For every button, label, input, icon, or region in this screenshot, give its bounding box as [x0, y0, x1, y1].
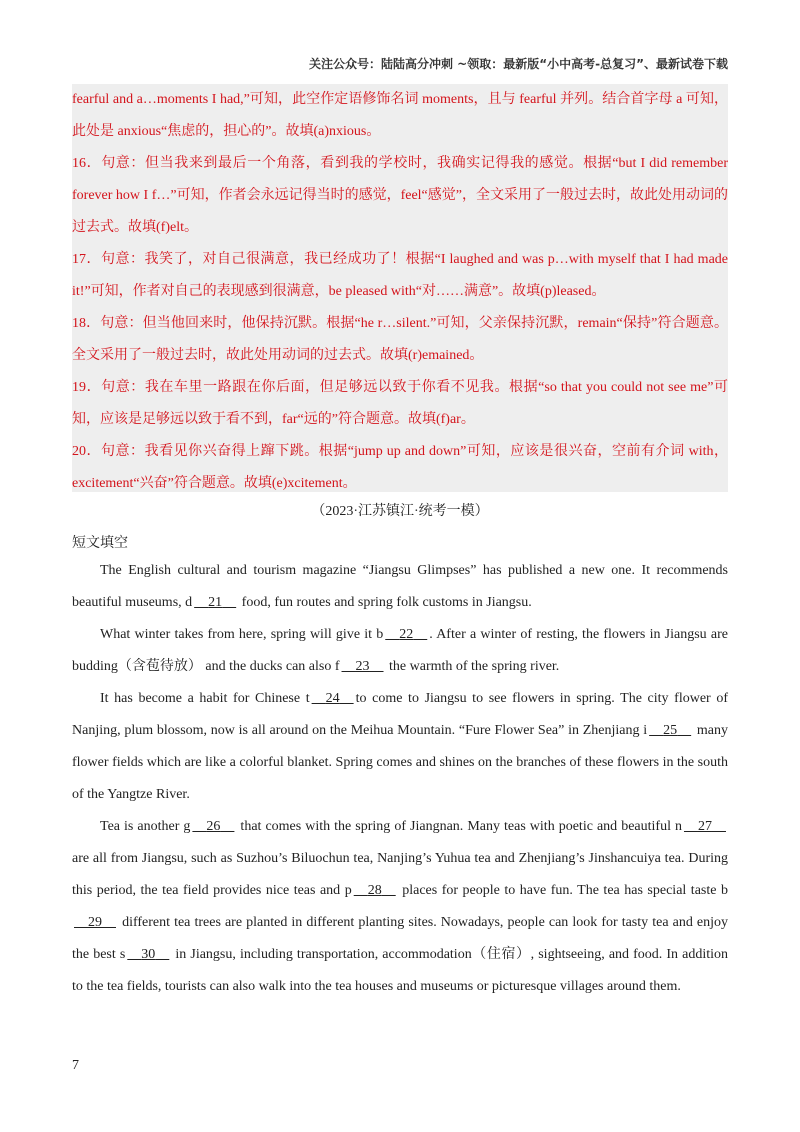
- paragraph-4: [72, 811, 728, 1003]
- text: different tea trees are planted in different planting sites. Nowadays, people can look for tasty tea and enjoy the best s: [72, 915, 728, 962]
- answer-explanations: [72, 84, 728, 492]
- blank-24[interactable]: 24: [325, 691, 340, 706]
- text: What winter takes from here, spring will give it b: [100, 627, 384, 642]
- answer-20: 20．句意：我看见你兴奋得上蹿下跳。根据“jump up and down”可知，应该是很兴奋，空前有介词 with，excitement“兴奋”符合题意。故填(e)xcitement。: [72, 444, 728, 491]
- answer-19: 19．句意：我在车里一路跟在你后面，但足够远以致于你看不见我。根据“so that you could not see me”可知，应该是足够远以致于看不到，far“远的”符合题意。故填(f)ar。: [72, 380, 728, 427]
- text: that comes with the spring of Jiangnan. Many teas with poetic and beautiful n: [236, 819, 682, 834]
- text: The English cultural and tourism magazine “Jiangsu Glimpses” has published a new one. It recommends beautiful museums, d: [72, 563, 728, 610]
- blank-21[interactable]: 21: [208, 595, 223, 610]
- text: Tea is another g: [100, 819, 191, 834]
- blank-30[interactable]: 30: [141, 947, 156, 962]
- blank-23[interactable]: 23: [355, 659, 370, 674]
- answer-17: 17．句意：我笑了，对自己很满意，我已经成功了！根据“I laughed and was p…with myself that I had made it!”可知，作者对自己的表现感到很满意，be pleased with“对……满意”。故填(p)leased。: [72, 252, 728, 299]
- blank-28[interactable]: 28: [367, 883, 382, 898]
- passage: [72, 555, 728, 1003]
- text: places for people to have fun. The tea has special taste b: [397, 883, 728, 898]
- paragraph-2: [72, 619, 728, 683]
- section-title: 短文填空: [72, 536, 128, 551]
- text: are all from Jiangsu, such as Suzhou’s Biluochun tea, Nanjing’s Yuhua tea and Zhenjiang’s Jinshancuiya tea. During this period, the tea field provides nice teas and p: [72, 851, 728, 898]
- blank-22[interactable]: 22: [399, 627, 414, 642]
- blank-25[interactable]: 25: [663, 723, 678, 738]
- paragraph-1: [72, 555, 728, 619]
- text: the warmth of the spring river.: [385, 659, 560, 674]
- text: many flower fields which are like a colorful blanket. Spring comes and shines on the branches of these flowers in the south of the Yangtze River.: [72, 723, 728, 802]
- blank-27[interactable]: 27: [697, 819, 712, 834]
- blank-29[interactable]: 29: [88, 915, 102, 930]
- page-number: 7: [72, 1058, 79, 1073]
- text: food, fun routes and spring folk customs in Jiangsu.: [238, 595, 532, 610]
- text: to come to Jiangsu to see flowers in spring. The city flower of Nanjing, plum blossom, now is all around on the Meihua Mountain. “Fure Flower Sea” in Zhenjiang i: [72, 691, 728, 738]
- answer-16: 16．句意：但当我来到最后一个角落，看到我的学校时，我确实记得我的感觉。根据“but I did remember forever how I f…”可知，作者会永远记得当时的感觉，feel“感觉”，全文采用了一般过去时，故此处用动词的过去式。故填(f)elt。: [72, 156, 728, 235]
- blank-26[interactable]: 26: [206, 819, 221, 834]
- answer-18: 18．句意：但当他回来时，他保持沉默。根据“he r…silent.”可知，父亲保持沉默，remain“保持”符合题意。全文采用了一般过去时，故此处用动词的过去式。故填(r)emained。: [72, 316, 728, 363]
- paragraph-3: [72, 683, 728, 811]
- answer-15-continued: fearful and a…moments I had,”可知，此空作定语修饰名词 moments，且与 fearful 并列。结合首字母 a 可知，此处是 anxious“焦虑的，担心的”。故填(a)nxious。: [72, 92, 728, 139]
- page-header: 关注公众号：陆陆高分冲刺 ~领取：最新版“小中高考-总复习”、最新试卷下载: [309, 57, 728, 71]
- text: in Jiangsu, including transportation, accommodation（住宿）, sightseeing, and food. In addition to the tea fields, tourists can also walk into the tea houses and museums or picturesque villages around them.: [72, 947, 729, 994]
- exam-source: （2023·江苏镇江·统考一模）: [311, 504, 489, 519]
- text: It has become a habit for Chinese t: [100, 691, 310, 706]
- text: . After a winter of resting, the flowers in Jiangsu are budding（含苞待放） and the ducks can also f: [72, 627, 728, 674]
